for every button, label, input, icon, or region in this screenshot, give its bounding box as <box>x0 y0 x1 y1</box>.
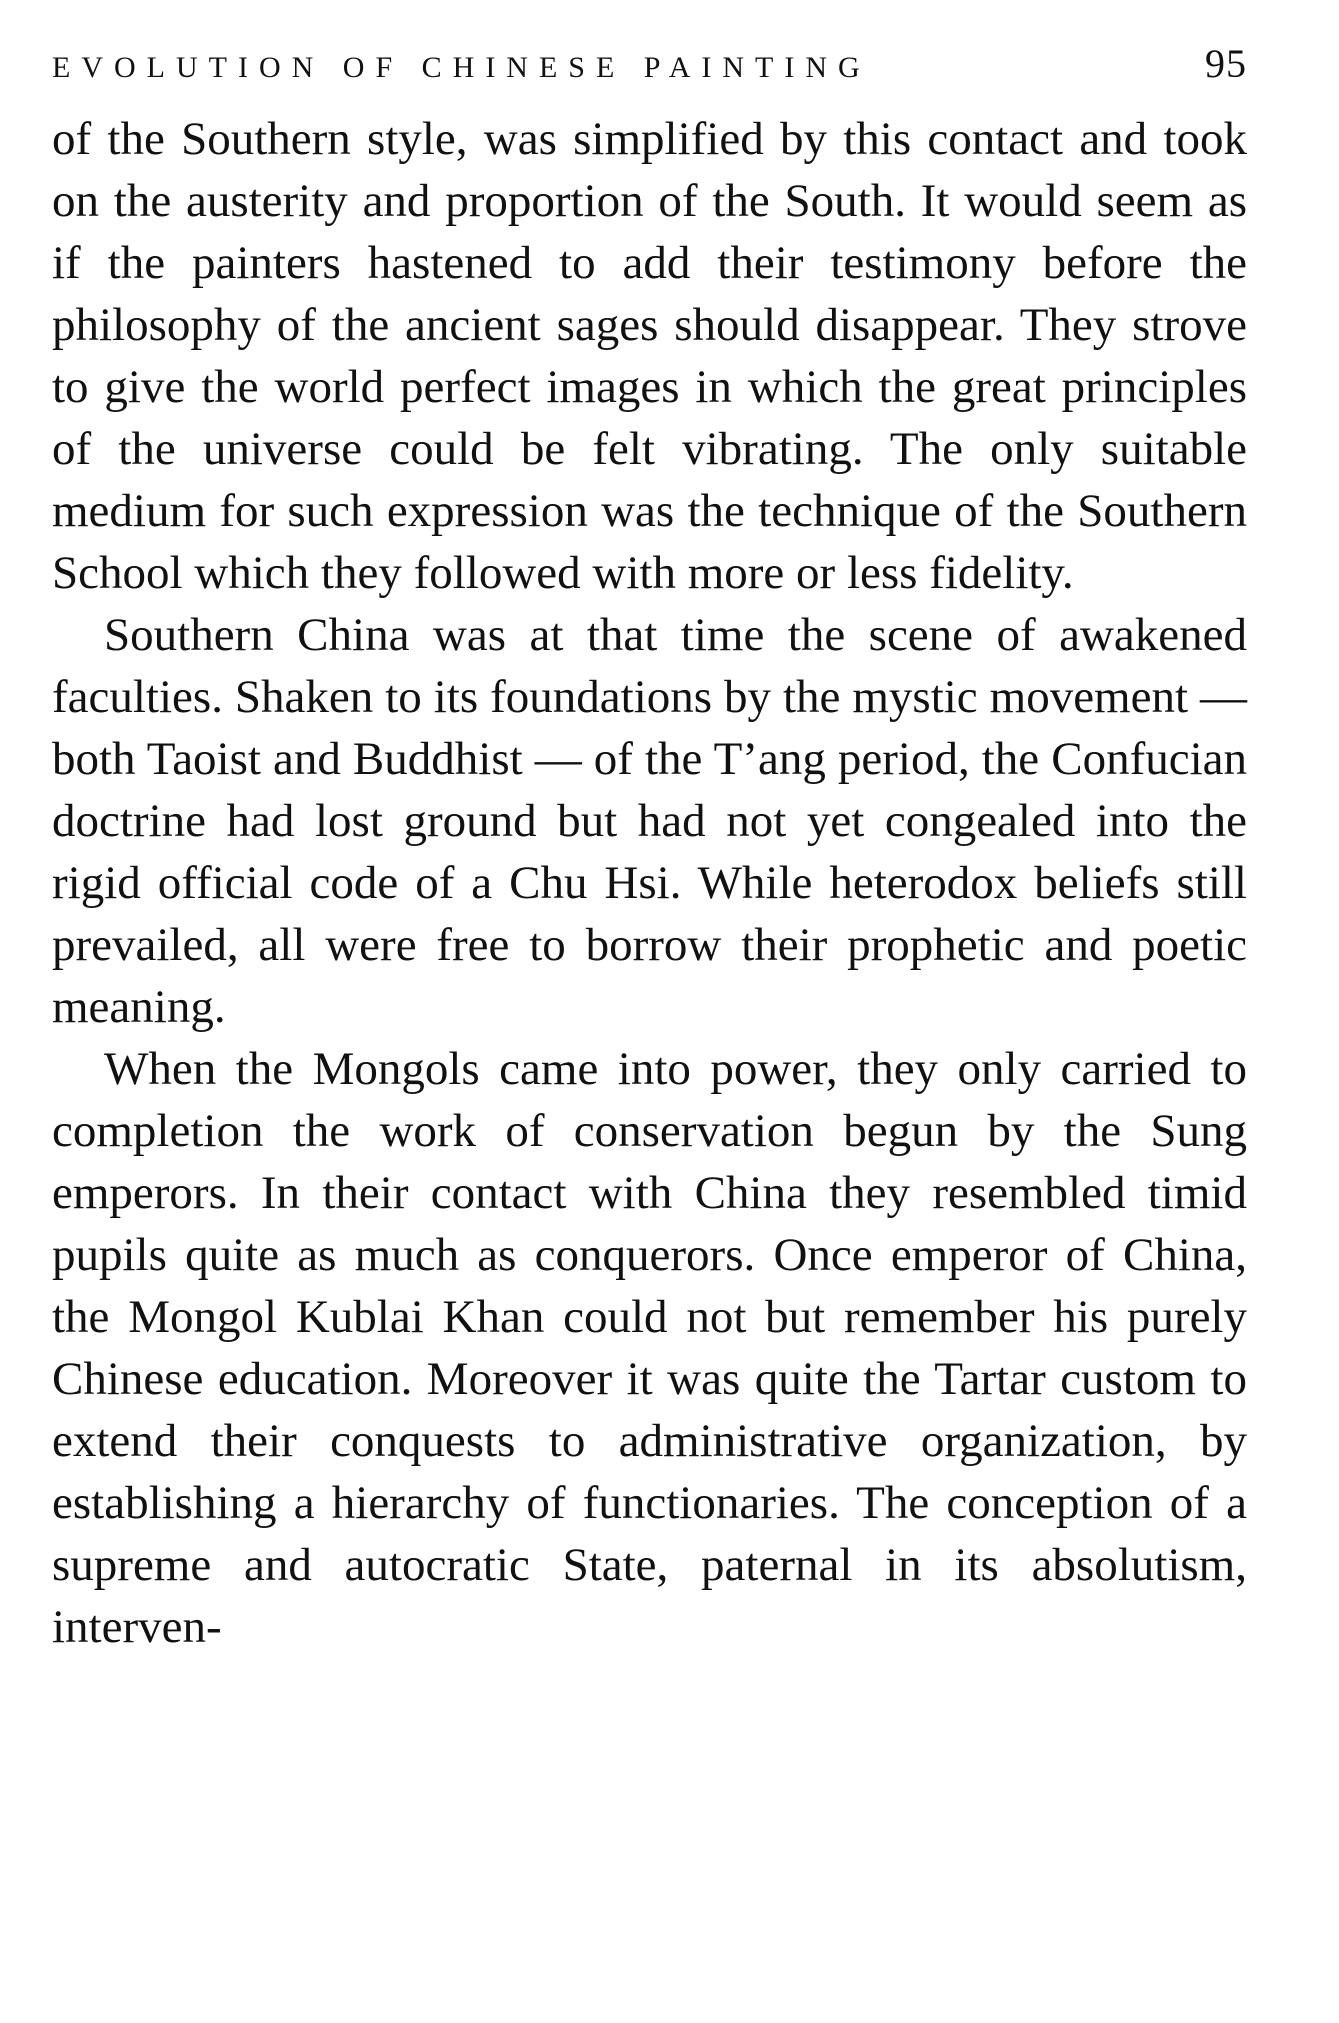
paragraph-mongols: When the Mongols came into power, they only carried to completion the work of conservation begun by the Sung emperors. In their contact with China they resembled timid pupils quite as much as conquerors. Once emperor of China, the Mongol Kublai Khan could not but remember his purely Chinese education. Moreover it was quite the Tartar custom to extend their conquests to administrative organization, by establishing a hierarchy of functionaries. The conception of a supreme and autocratic State, paternal in its absolutism, interven- <box>52 1043 1247 1653</box>
book-page <box>52 40 1247 1658</box>
page-number: 95 <box>1205 41 1247 86</box>
paragraph-southern-china: Southern China was at that time the scene of awakened faculties. Shaken to its foundations by the mystic movement — both Taoist and Buddhist — of the T’ang period, the Confucian doctrine had lost ground but had not yet congealed into the rigid official code of a Chu Hsi. While heterodox beliefs still prevailed, all were free to borrow their prophetic and poetic meaning. <box>52 609 1247 1033</box>
running-head <box>52 40 1247 96</box>
paragraph-continued: of the Southern style, was simplified by this contact and took on the austerity and proportion of the South. It would seem as if the painters hastened to add their testimony before the philosophy of the ancient sages should disappear. They strove to give the world perfect images in which the great principles of the universe could be felt vibrating. The only suitable medium for such expression was the technique of the Southern School which they followed with more or less fidelity. <box>52 113 1247 599</box>
body-text <box>52 108 1247 1658</box>
running-title: EVOLUTION OF CHINESE PAINTING <box>52 51 871 84</box>
